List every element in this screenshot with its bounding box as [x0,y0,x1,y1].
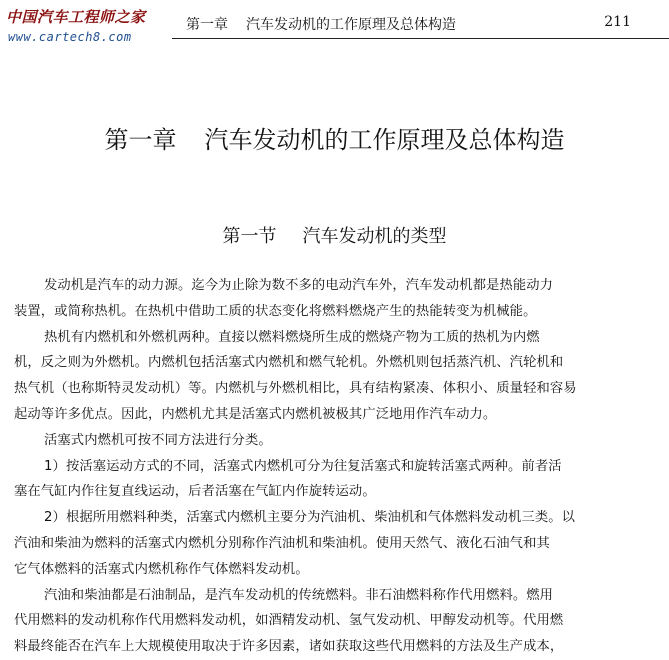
watermark-site-name: 中国汽车工程师之家 [6,8,146,26]
running-header-chapter-label: 第一章 [186,17,228,33]
section-label: 第一节 [222,226,277,247]
chapter-title [0,120,669,155]
paragraph-line: 2）根据所用燃料种类，活塞式内燃机主要分为汽油机、柴油机和气体燃料发动机三类。以 [44,510,576,526]
paragraph-line: 热气机（也称斯特灵发动机）等。内燃机与外燃机相比，具有结构紧凑、体积小、质量轻和容易 [14,381,577,397]
paragraph-line: 装置，或简称热机。在热机中借助工质的状态变化将燃料燃烧产生的热能转变为机械能。 [14,303,537,319]
paragraph-line: 代用燃料的发动机称作代用燃料发动机，如酒精发动机、氢气发动机、甲醇发动机等。代用燃 [14,613,564,629]
paragraph-line: 活塞式内燃机可按不同方法进行分类。 [44,432,272,448]
chapter-name: 汽车发动机的工作原理及总体构造 [204,126,565,154]
paragraph-line: 1）按活塞运动方式的不同，活塞式内燃机可分为往复活塞式和旋转活塞式两种。前者活 [44,458,562,474]
running-header-chapter-name: 汽车发动机的工作原理及总体构造 [246,17,456,33]
paragraph-line: 它气体燃料的活塞式内燃机称作气体燃料发动机。 [14,561,309,577]
paragraph-line: 起动等许多优点。因此，内燃机尤其是活塞式内燃机被极其广泛地用作汽车动力。 [14,406,497,422]
paragraph-line: 汽油和柴油都是石油制品，是汽车发动机的传统燃料。非石油燃料称作代用燃料。燃用 [44,587,554,603]
paragraph-line: 发动机是汽车的动力源。迄今为止除为数不多的电动汽车外，汽车发动机都是热能动力 [44,278,554,293]
chapter-label: 第一章 [104,126,177,154]
watermark-url: www.cartech8.com [8,30,132,44]
paragraph-line: 料最终能否在汽车上大规模使用取决于许多因素，诸如获取这些代用燃料的方法及生产成本， [14,639,564,655]
section-title [0,222,669,248]
header-rule [172,38,669,39]
paragraph-line: 塞在气缸内作往复直线运动，后者活塞在气缸内作旋转运动。 [14,484,376,500]
section-name: 汽车发动机的类型 [302,226,447,247]
paragraph-line: 热机有内燃机和外燃机两种。直接以燃料燃烧所生成的燃烧产物为工质的热机为内燃 [44,329,540,345]
paragraph-line: 机，反之则为外燃机。内燃机包括活塞式内燃机和燃气轮机。外燃机则包括蒸汽机、汽轮机和 [14,355,564,371]
body-text [14,273,656,660]
paragraph-line: 汽油和柴油为燃料的活塞式内燃机分别称作汽油机和柴油机。使用天然气、液化石油气和其 [14,535,550,551]
page-number: 211 [604,14,631,30]
running-header [186,14,456,34]
